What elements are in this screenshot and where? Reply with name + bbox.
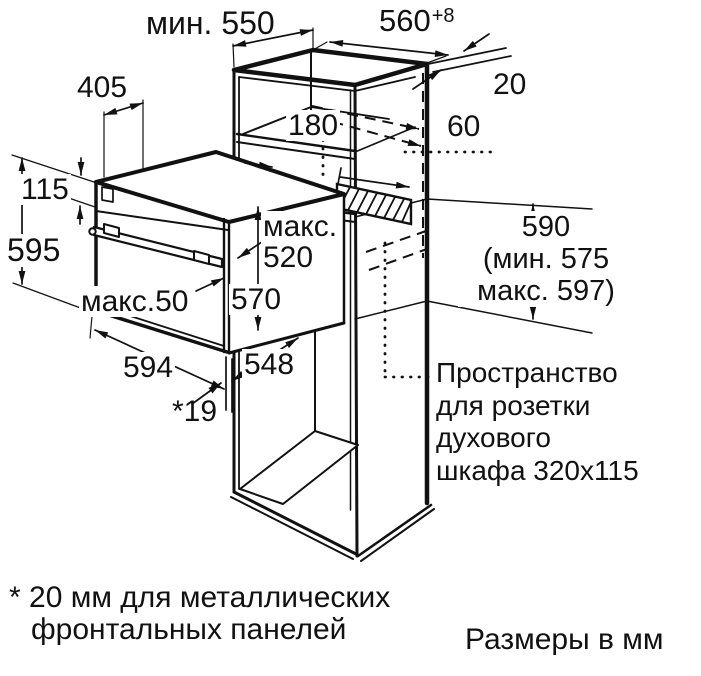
dim-oven-height: 595 [7,232,61,268]
socket-space-note: Пространство для розетки духового шкафа 320x115 [436,357,639,486]
control-display [102,187,113,202]
dim-niche-front-height: 570 [231,283,282,316]
dim-handle-protrusion: макс.50 [81,285,189,318]
dim-control-panel-height: 115 [21,173,69,206]
dim-oven-top-depth: 405 [77,71,128,104]
dim-rear-service-gap: 60 [447,110,481,143]
dim-niche-width: $560^{+8}$ [379,3,455,38]
dim-niche-height-block: 590 (мин. 575 макс. 597) [458,211,634,307]
footnote-line2: фронтальных панелей [31,613,347,646]
dim-vent-shelf-gap: 180 [288,109,339,142]
dim-niche-width-tolerance: +8 [431,5,455,27]
dim-door-offset: *19 [172,395,218,428]
dim-oven-width: 594 [123,351,174,384]
dim-oven-depth: 548 [244,348,295,381]
dim-cabinet-min-depth: мин. 550 [146,5,275,41]
units-label: Размеры в мм [465,623,664,656]
footnote-line1: * 20 мм для металлических [9,581,391,614]
dim-rear-top-gap: 20 [493,68,527,101]
dim-max-depth: макс. 520 [263,210,338,275]
